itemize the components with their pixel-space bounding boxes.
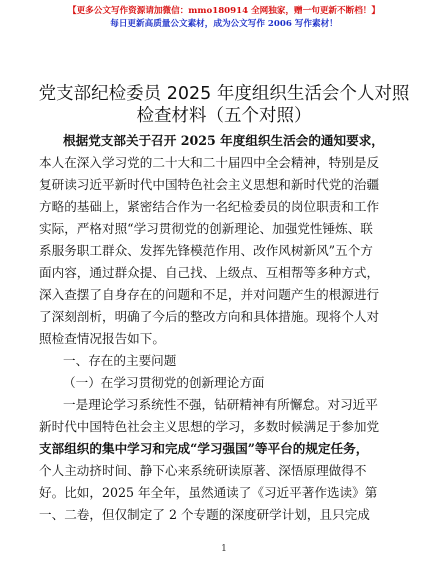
body-line: 一是理论学习系统性不强，钻研精神有所懈怠。对习近平 <box>63 397 378 412</box>
page-number: 1 <box>221 544 227 554</box>
body-line: 深入查摆了自身存在的问题和不足，并对问题产生的根源进行 <box>39 287 380 302</box>
body-line: 个人主动挤时间、静下心来系统研读原著、深悟原理做得不 <box>39 463 367 478</box>
promo-banner-line-2: 每日更新高质量公文素材，成为公文写作 2006 写作素材！ <box>110 19 338 29</box>
body-line: 复研读习近平新时代中国特色社会主义思想和新时代党的治疆 <box>39 177 380 192</box>
body-line: 了深刻剖析，明确了今后的整改方向和具体措施。现将个人对 <box>39 309 380 324</box>
body-line: 照检查情况报告如下。 <box>39 331 165 346</box>
body-line: 实际，严格对照“学习贯彻党的创新理论、加强党性锤炼、联 <box>39 221 373 236</box>
section-heading: 一、存在的主要问题 <box>63 353 177 368</box>
document-title-line-1: 党支部纪检委员 2025 年度组织生活会个人对照 <box>38 84 410 104</box>
body-line: 好。比如，2025 年全年，虽然通读了《习近平著作选读》第 <box>39 485 378 500</box>
body-line: 根据党支部关于召开 2025 年度组织生活会的通知要求， <box>63 133 384 148</box>
body-line: 新时代中国特色社会主义思想的学习，多数时候满足于参加党 <box>39 419 380 434</box>
body-line: 一、二卷，但仅制定了 2 个专题的深度研学计划，且只完成 <box>39 507 370 522</box>
body-line: 面内容，通过群众提、自己找、上级点、互相帮等多种方式， <box>39 265 380 280</box>
subsection-heading: （一）在学习贯彻党的创新理论方面 <box>63 375 265 390</box>
body-line: 系服务职工群众、发挥先锋模范作用、改作风树新风”五个方 <box>39 243 373 258</box>
document-title-line-2: 检查材料（五个对照） <box>136 106 312 126</box>
promo-banner-line-1: 【更多公文写作资源请加微信：mmo180914 全网独家，赠一句更新不断档！】 <box>67 6 380 16</box>
body-line: 本人在深入学习党的二十大和二十届四中全会精神，特别是反 <box>39 155 380 170</box>
body-line: 方略的基础上，紧密结合作为一名纪检委员的岗位职责和工作 <box>39 199 380 214</box>
body-line: 支部组织的集中学习和完成“学习强国”等平台的规定任务， <box>39 441 369 456</box>
